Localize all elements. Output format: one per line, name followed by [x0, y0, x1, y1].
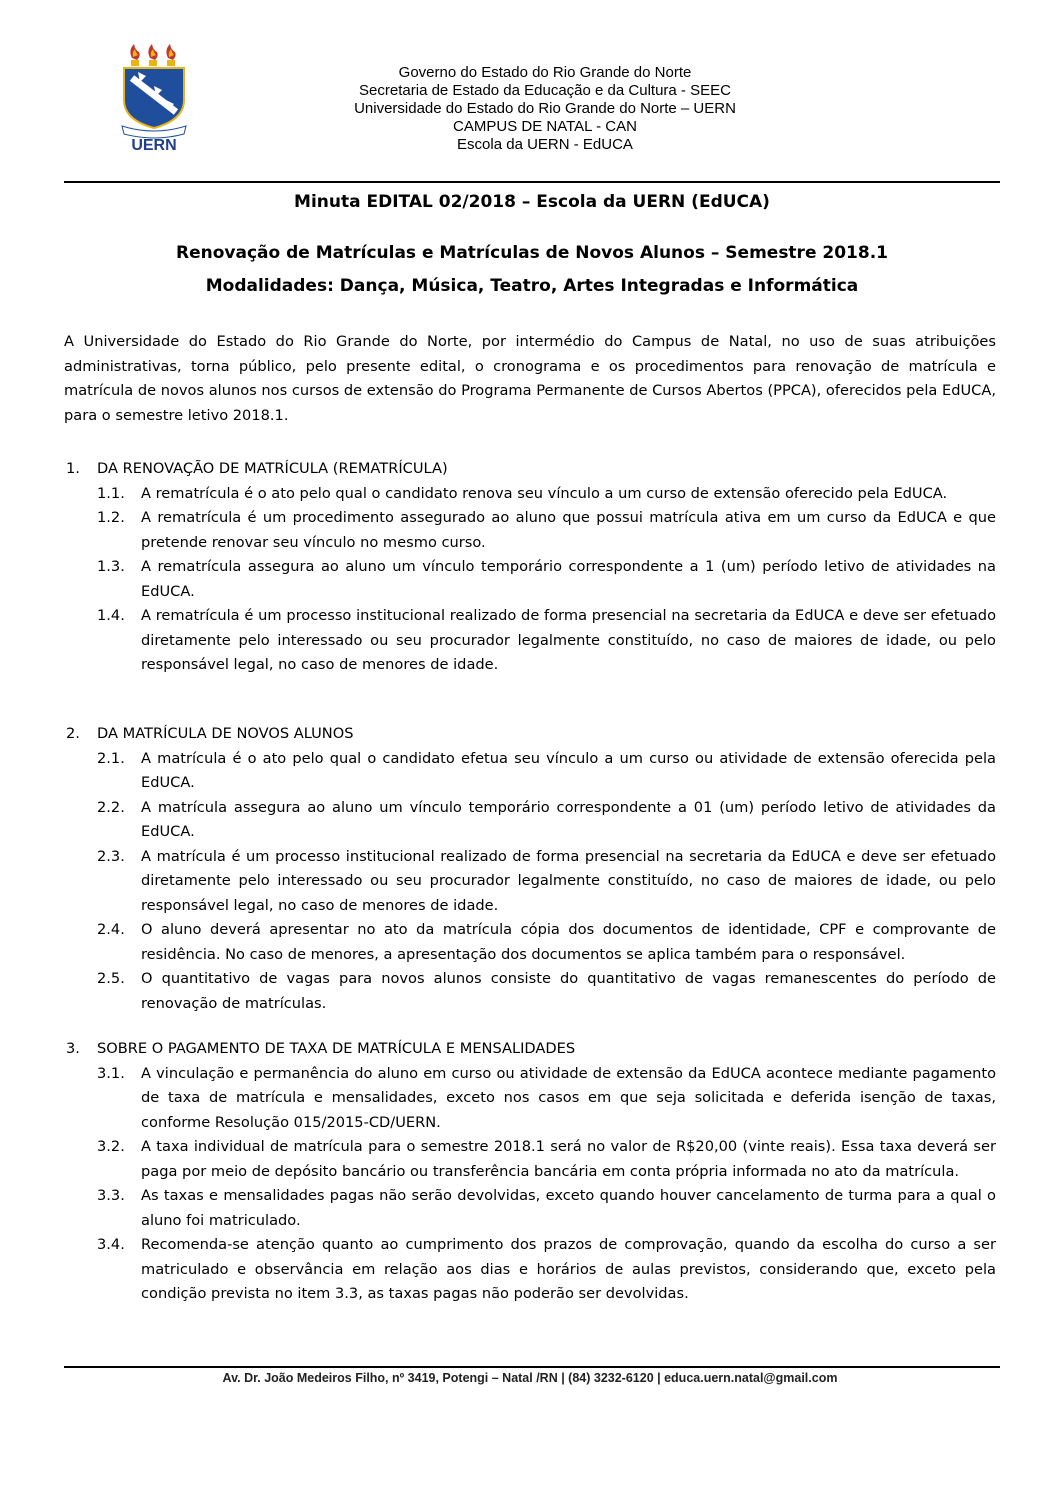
item-number: 2.4.: [97, 921, 125, 938]
list-item: [64, 747, 996, 796]
section-pagamento: [64, 1037, 996, 1307]
list-item: [64, 796, 996, 845]
header-line: Escola da UERN - EdUCA: [457, 136, 633, 153]
item-number: 3.4.: [97, 1236, 125, 1253]
item-number: 3.1.: [97, 1064, 125, 1082]
edital-title: Minuta EDITAL 02/2018 – Escola da UERN (EdUCA): [294, 192, 770, 212]
item-number: 1.3.: [97, 558, 125, 575]
list-item: [64, 967, 996, 1016]
header-line: Universidade do Estado do Rio Grande do Norte – UERN: [354, 100, 736, 117]
item-text: A matrícula é o ato pelo qual o candidato efetua seu vínculo a um curso ou atividade de extensão oferecida pela EdUCA.: [141, 749, 996, 791]
header-line: CAMPUS DE NATAL - CAN: [453, 118, 637, 135]
list-item: [64, 1233, 996, 1307]
header-line: Secretaria de Estado da Educação e da Cultura - SEEC: [359, 82, 731, 99]
section-novos-alunos: [64, 722, 996, 1016]
item-number: 3.3.: [97, 1187, 125, 1204]
section-heading: [64, 1037, 996, 1062]
torch-icon: [130, 44, 175, 66]
intro-paragraph: A Universidade do Estado do Rio Grande do Norte, por intermédio do Campus de Natal, no uso de suas atribuições administrativas, torna público, pelo presente edital, o cronograma e os procedimentos para renovação de matrícula e matrícula de novos alunos nos cursos de extensão do Programa Permanente de Cursos Abertos (PPCA), oferecidos pela EdUCA, para o semestre letivo 2018.1.: [64, 333, 996, 424]
item-text: Recomenda-se atenção quanto ao cumprimento dos prazos de comprovação, quando da escolha do curso a ser matriculado e observância em relação aos dias e horários de aulas previstos, considerando que, exceto pela condição prevista no item 3.3, as taxas pagas não poderão ser devolvidas.: [141, 1236, 996, 1302]
list-item: [64, 604, 996, 678]
footer-contact: Av. Dr. João Medeiros Filho, nº 3419, Potengi – Natal /RN | (84) 3232-6120 | educa.uern.natal@gmail.com: [222, 1371, 838, 1385]
list-item: [64, 1184, 996, 1233]
item-number: 2.1.: [97, 749, 125, 767]
modalities-subtitle: Modalidades: Dança, Música, Teatro, Artes Integradas e Informática: [205, 276, 859, 296]
header-divider: [64, 181, 1000, 183]
item-text: A rematrícula é um processo institucional realizado de forma presencial na secretaria da EdUCA e deve ser efetuado diretamente pelo interessado ou seu procurador legalmente constituído, no caso de maiores de idade, ou pelo responsável legal, no caso de menores de idade.: [141, 607, 996, 673]
list-item: [64, 482, 996, 507]
item-text: A rematrícula é o ato pelo qual o candidato renova seu vínculo a um curso de extensão oferecido pela EdUCA.: [141, 484, 948, 502]
item-text: O quantitativo de vagas para novos alunos consiste do quantitativo de vagas remanescentes do período de renovação de matrículas.: [141, 970, 996, 1012]
section-title: DA RENOVAÇÃO DE MATRÍCULA (REMATRÍCULA): [97, 460, 448, 477]
item-text: A vinculação e permanência do aluno em curso ou atividade de extensão da EdUCA acontece mediante pagamento de taxa de matrícula e mensalidades, exceto nos casos em que seja solicitada e deferida isenção de taxas, conforme Resolução 015/2015-CD/UERN.: [141, 1064, 996, 1131]
item-number: 2.5.: [97, 970, 125, 987]
section-heading: [64, 722, 996, 747]
item-text: O aluno deverá apresentar no ato da matrícula cópia dos documentos de identidade, CPF e comprovante de residência. No caso de menores, a apresentação dos documentos se aplica também para o responsável.: [141, 921, 996, 963]
item-number: 1.4.: [97, 607, 125, 624]
document-subtitle: Renovação de Matrículas e Matrículas de Novos Alunos – Semestre 2018.1: [176, 243, 888, 263]
logo-text: UERN: [131, 137, 177, 152]
list-item: [64, 555, 996, 604]
section-number: 1.: [66, 460, 80, 477]
item-text: A taxa individual de matrícula para o semestre 2018.1 será no valor de R$20,00 (vinte reais). Essa taxa deverá ser paga por meio de depósito bancário ou transferência bancária em conta própria informada no ato da matrícula.: [141, 1138, 996, 1180]
section-title: DA MATRÍCULA DE NOVOS ALUNOS: [97, 725, 354, 742]
item-text: A rematrícula assegura ao aluno um vínculo temporário correspondente a 1 (um) período letivo de atividades na EdUCA.: [141, 558, 996, 600]
section-rematricula: [64, 457, 996, 678]
item-number: 2.3.: [97, 847, 125, 865]
item-text: As taxas e mensalidades pagas não serão devolvidas, exceto quando houver cancelamento de turma para a qual o aluno foi matriculado.: [141, 1187, 996, 1229]
section-number: 2.: [66, 725, 80, 742]
item-text: A matrícula é um processo institucional realizado de forma presencial na secretaria da EdUCA e deve ser efetuado diretamente pelo interessado ou seu procurador legalmente constituído, no caso de maiores de idade, ou pelo responsável legal, no caso de menores de idade.: [141, 847, 996, 914]
list-item: [64, 1135, 996, 1184]
list-item: [64, 506, 996, 555]
institution-header: [300, 64, 790, 154]
item-text: A rematrícula é um procedimento assegurado ao aluno que possui matrícula ativa em um curso da EdUCA e que pretende renovar seu vínculo no mesmo curso.: [141, 509, 996, 551]
footer-divider: [64, 1366, 1000, 1368]
list-item: [64, 845, 996, 919]
section-number: 3.: [66, 1040, 80, 1057]
item-number: 3.2.: [97, 1138, 125, 1155]
item-number: 2.2.: [97, 798, 125, 816]
section-heading: [64, 457, 996, 482]
section-title: SOBRE O PAGAMENTO DE TAXA DE MATRÍCULA E MENSALIDADES: [97, 1040, 576, 1057]
list-item: [64, 1062, 996, 1136]
list-item: [64, 918, 996, 967]
item-number: 1.2.: [97, 509, 125, 526]
uern-logo: [118, 42, 190, 152]
item-text: A matrícula assegura ao aluno um vínculo temporário correspondente a 01 (um) período letivo de atividades da EdUCA.: [141, 798, 996, 840]
header-line: Governo do Estado do Rio Grande do Norte: [398, 64, 692, 81]
item-number: 1.1.: [97, 484, 125, 502]
